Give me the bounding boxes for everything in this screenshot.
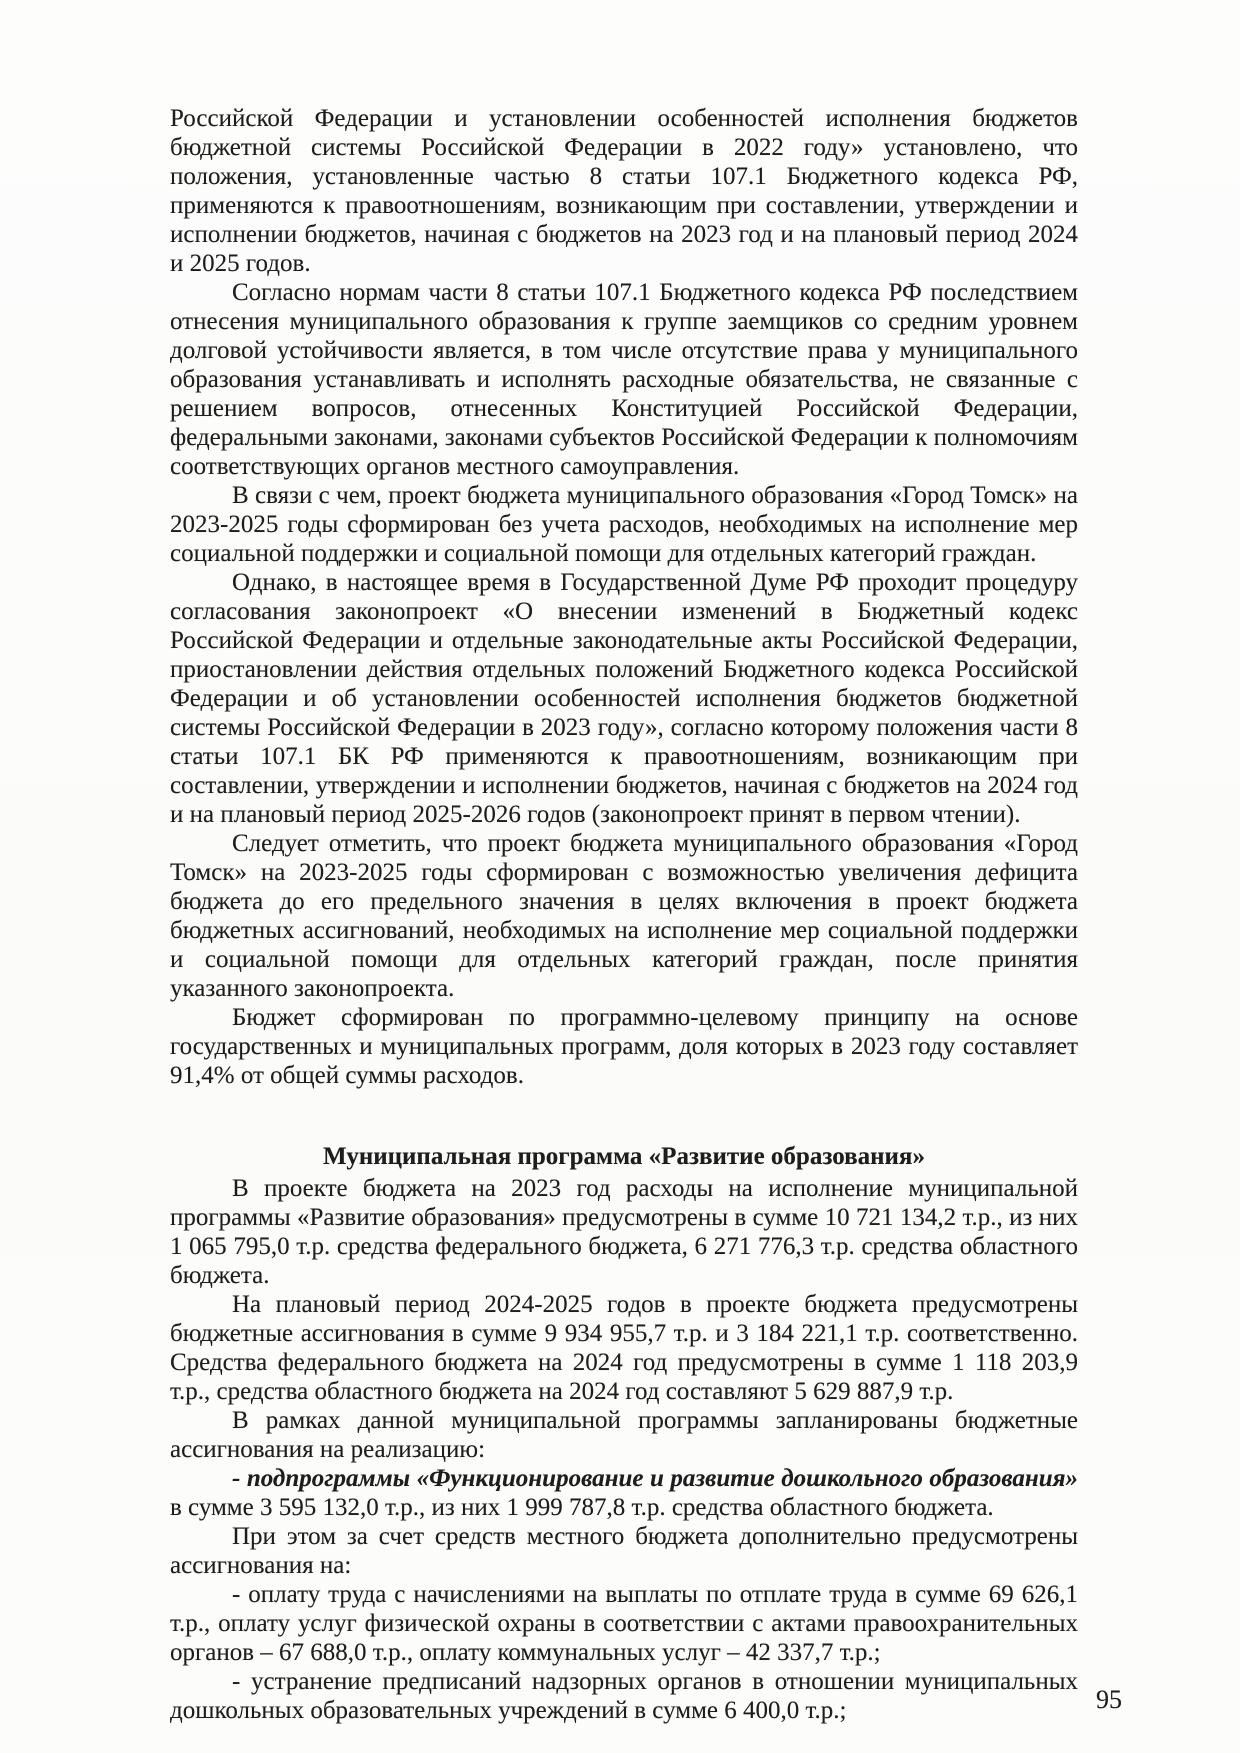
paragraph-10 bbox=[170, 1464, 1078, 1522]
paragraph-1: Российской Федерации и установлении особенностей исполнения бюджетов бюджетной системы Российской Федерации в 2022 году» установлено, что положения, установленные частью 8 статьи 107.1 Бюджетного кодекса РФ, применяются к правоотношениям, возникающим при составлении, утверждении и исполнении бюджетов, начиная с бюджетов на 2023 год и на плановый период 2024 и 2025 годов. bbox=[170, 105, 1078, 277]
paragraph-9: В рамках данной муниципальной программы запланированы бюджетные ассигнования на реализацию: bbox=[170, 1407, 1078, 1463]
paragraph-13: - устранение предписаний надзорных органов в отношении муниципальных дошкольных образовательных учреждений в сумме 6 400,0 т.р.; bbox=[170, 1668, 1078, 1724]
document-body bbox=[170, 104, 1078, 1725]
subprogram-title: - подпрограммы «Функционирование и развитие дошкольного образования» bbox=[232, 1465, 1078, 1492]
paragraph-3: В связи с чем, проект бюджета муниципального образования «Город Томск» на 2023-2025 годы сформирован без учета расходов, необходимых на исполнение мер социальной поддержки и социальной помощи для отдельных категорий граждан. bbox=[170, 482, 1078, 567]
paragraph-8: На плановый период 2024-2025 годов в проекте бюджета предусмотрены бюджетные ассигнования в сумме 9 934 955,7 т.р. и 3 184 221,1 т.р. соответственно. Средства федерального бюджета на 2024 год предусмотрены в сумме 1 118 203,9 т.р., средства областного бюджета на 2024 год составляют 5 629 887,9 т.р. bbox=[170, 1291, 1078, 1405]
paragraph-11: При этом за счет средств местного бюджета дополнительно предусмотрены ассигнования на: bbox=[170, 1523, 1078, 1579]
paragraph-12: - оплату труда с начислениями на выплаты по отплате труда в сумме 69 626,1 т.р., оплату услуг физической охраны в соответствии с актами правоохранительных органов – 67 688,0 т.р., оплату коммунальных услуг – 42 337,7 т.р.; bbox=[170, 1581, 1078, 1666]
section-heading: Муниципальная программа «Развитие образования» bbox=[323, 1143, 925, 1170]
paragraph-10-rest: в сумме 3 595 132,0 т.р., из них 1 999 787,8 т.р. средства областного бюджета. bbox=[170, 1494, 994, 1521]
paragraph-4: Однако, в настоящее время в Государственной Думе РФ проходит процедуру согласования законопроект «О внесении изменений в Бюджетный кодекс Российской Федерации и отдельные законодательные акты Российской Федерации, приостановлении действия отдельных положений Бюджетного кодекса Российской Федерации и об установлении особенностей исполнения бюджетов бюджетной системы Российской Федерации в 2023 году», согласно которому положения части 8 статьи 107.1 БК РФ применяются к правоотношениям, возникающим при составлении, утверждении и исполнении бюджетов, начиная с бюджетов на 2024 год и на плановый период 2025-2026 годов (законопроект принят в первом чтении). bbox=[170, 569, 1078, 828]
paragraph-2: Согласно нормам части 8 статьи 107.1 Бюджетного кодекса РФ последствием отнесения муниципального образования к группе заемщиков со средним уровнем долговой устойчивости является, в том числе отсутствие права у муниципального образования устанавливать и исполнять расходные обязательства, не связанные с решением вопросов, отнесенных Конституцией Российской Федерации, федеральными законами, законами субъектов Российской Федерации к полномочиям соответствующих органов местного самоуправления. bbox=[170, 279, 1078, 480]
paragraph-5: Следует отметить, что проект бюджета муниципального образования «Город Томск» на 2023-2025 годы сформирован с возможностью увеличения дефицита бюджета до его предельного значения в целях включения в проект бюджета бюджетных ассигнований, необходимых на исполнение мер социальной поддержки и социальной помощи для отдельных категорий граждан, после принятия указанного законопроекта. bbox=[170, 830, 1078, 1002]
paragraph-7: В проекте бюджета на 2023 год расходы на исполнение муниципальной программы «Развитие образования» предусмотрены в сумме 10 721 134,2 т.р., из них 1 065 795,0 т.р. средства федерального бюджета, 6 271 776,3 т.р. средства областного бюджета. bbox=[170, 1175, 1078, 1289]
paragraph-6: Бюджет сформирован по программно-целевому принципу на основе государственных и муниципальных программ, доля которых в 2023 году составляет 91,4% от общей суммы расходов. bbox=[170, 1004, 1078, 1089]
page-number: 95 bbox=[1096, 1685, 1122, 1714]
